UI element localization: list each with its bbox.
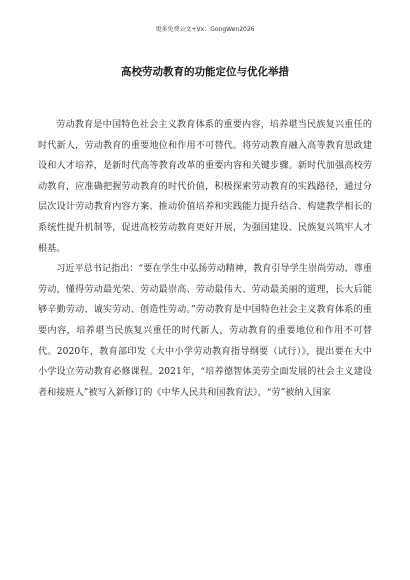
header-watermark: 更多免费公文+Vx：GongWen2026 [155,26,255,33]
document-title: 高校劳动教育的功能定位与优化举措 [121,66,289,78]
document-body [38,115,372,403]
body-paragraph-2: 习近平总书记指出：“要在学生中弘扬劳动精神，教育引导学生崇尚劳动、尊重劳动，懂得劳动最光荣、劳动最崇高、劳动最伟大、劳动最美丽的道理，长大后能够辛勤劳动、诚实劳动、创造性劳动。”劳动教育是中国特色社会主义教育体系的重要内容，培养堪当民族复兴重任的时代新人，劳动教育的重要地位和作用不可替代。2020年，教育部印发《大中小学劳动教育指导纲要（试行）》，提出要在大中小学设立劳动教育必修课程。2021年，“培养德智体美劳全面发展的社会主义建设者和接班人”被写入新修订的《中华人民共和国教育法》，“劳”被纳入国家 [38,264,372,398]
body-paragraph-1: 劳动教育是中国特色社会主义教育体系的重要内容，培养堪当民族复兴重任的时代新人，劳动教育的重要地位和作用不可替代。将劳动教育融入高等教育思政建设和人才培养，是新时代高等教育改革的重要内容和关键步骤。新时代加强高校劳动教育，应准确把握劳动教育的时代价值，积极探索劳动教育的实践路径，通过分层次设计劳动教育内容方案、推动价值培养和实践能力提升结合、构建教学相长的系统性提升机制等，促进高校劳动教育更好开展，为强国建设、民族复兴筑牢人才根基。 [38,120,372,254]
